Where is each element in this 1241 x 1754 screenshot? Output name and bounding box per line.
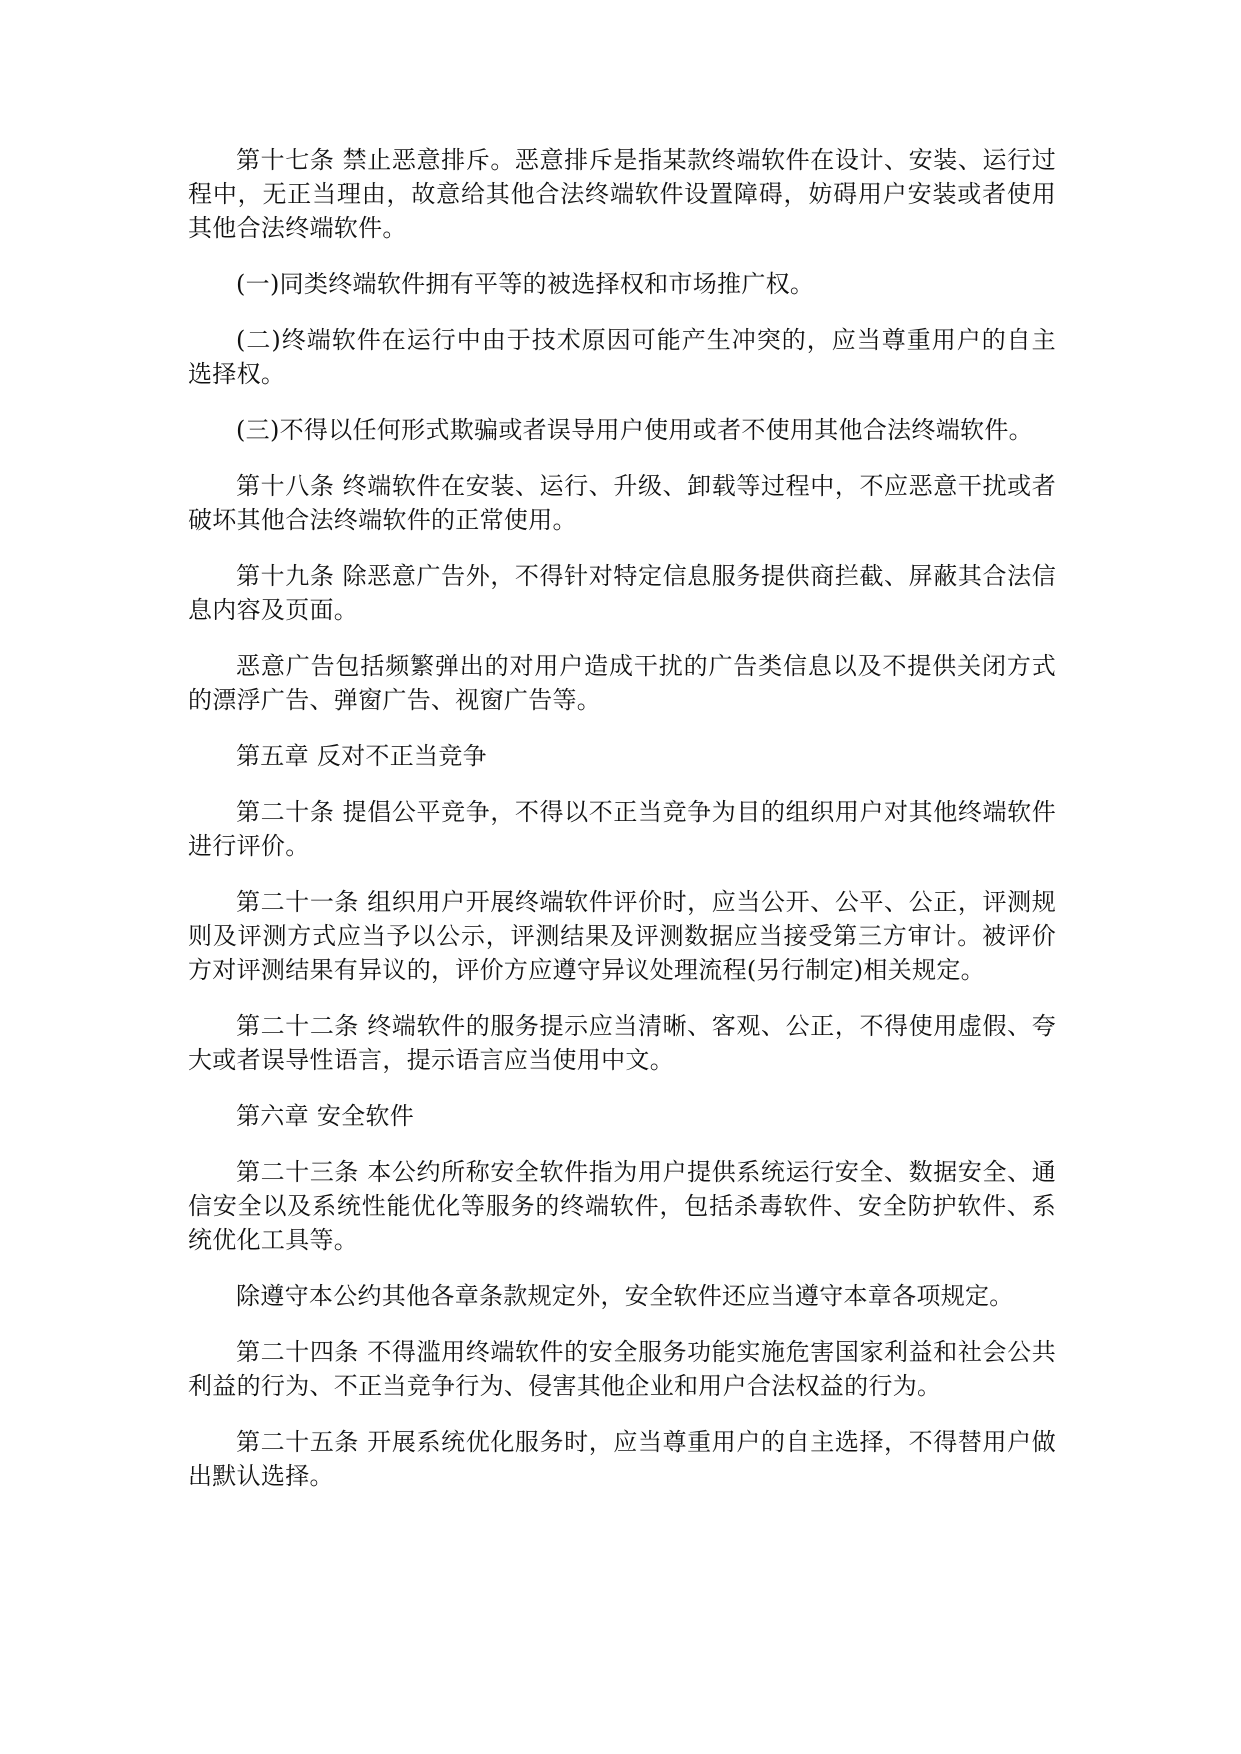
article-19: 第十九条 除恶意广告外，不得针对特定信息服务提供商拦截、屏蔽其合法信息内容及页面。 [188, 562, 1056, 624]
article-21: 第二十一条 组织用户开展终端软件评价时，应当公开、公平、公正，评测规则及评测方式应当予以公示，评测结果及评测数据应当接受第三方审计。被评价方对评测结果有异议的，评价方应遵守异议处理流程(另行制定)相关规定。 [188, 888, 1056, 984]
article-17-item-1: (一)同类终端软件拥有平等的被选择权和市场推广权。 [236, 270, 815, 298]
article-22: 第二十二条 终端软件的服务提示应当清晰、客观、公正，不得使用虚假、夸大或者误导性语言，提示语言应当使用中文。 [188, 1012, 1056, 1074]
article-17-item-2: (二)终端软件在运行中由于技术原因可能产生冲突的，应当尊重用户的自主选择权。 [188, 326, 1056, 388]
article-23: 第二十三条 本公约所称安全软件指为用户提供系统运行安全、数据安全、通信安全以及系统性能优化等服务的终端软件，包括杀毒软件、安全防护软件、系统优化工具等。 [188, 1158, 1056, 1254]
article-18: 第十八条 终端软件在安装、运行、升级、卸载等过程中，不应恶意干扰或者破坏其他合法终端软件的正常使用。 [188, 472, 1056, 534]
article-20: 第二十条 提倡公平竞争，不得以不正当竞争为目的组织用户对其他终端软件进行评价。 [188, 798, 1056, 860]
article-17: 第十七条 禁止恶意排斥。恶意排斥是指某款终端软件在设计、安装、运行过程中，无正当理由，故意给其他合法终端软件设置障碍，妨碍用户安装或者使用其他合法终端软件。 [188, 146, 1056, 242]
chapter-6-heading: 第六章 安全软件 [236, 1102, 415, 1130]
article-25: 第二十五条 开展系统优化服务时，应当尊重用户的自主选择，不得替用户做出默认选择。 [188, 1428, 1056, 1490]
document-body [188, 143, 1056, 1515]
article-23-supplement: 除遵守本公约其他各章条款规定外，安全软件还应当遵守本章各项规定。 [236, 1282, 1014, 1310]
article-19-definition: 恶意广告包括频繁弹出的对用户造成干扰的广告类信息以及不提供关闭方式的漂浮广告、弹窗广告、视窗广告等。 [188, 652, 1056, 714]
article-24: 第二十四条 不得滥用终端软件的安全服务功能实施危害国家利益和社会公共利益的行为、不正当竞争行为、侵害其他企业和用户合法权益的行为。 [188, 1338, 1056, 1400]
chapter-5-heading: 第五章 反对不正当竞争 [236, 742, 487, 770]
article-17-item-3: (三)不得以任何形式欺骗或者误导用户使用或者不使用其他合法终端软件。 [236, 416, 1033, 444]
